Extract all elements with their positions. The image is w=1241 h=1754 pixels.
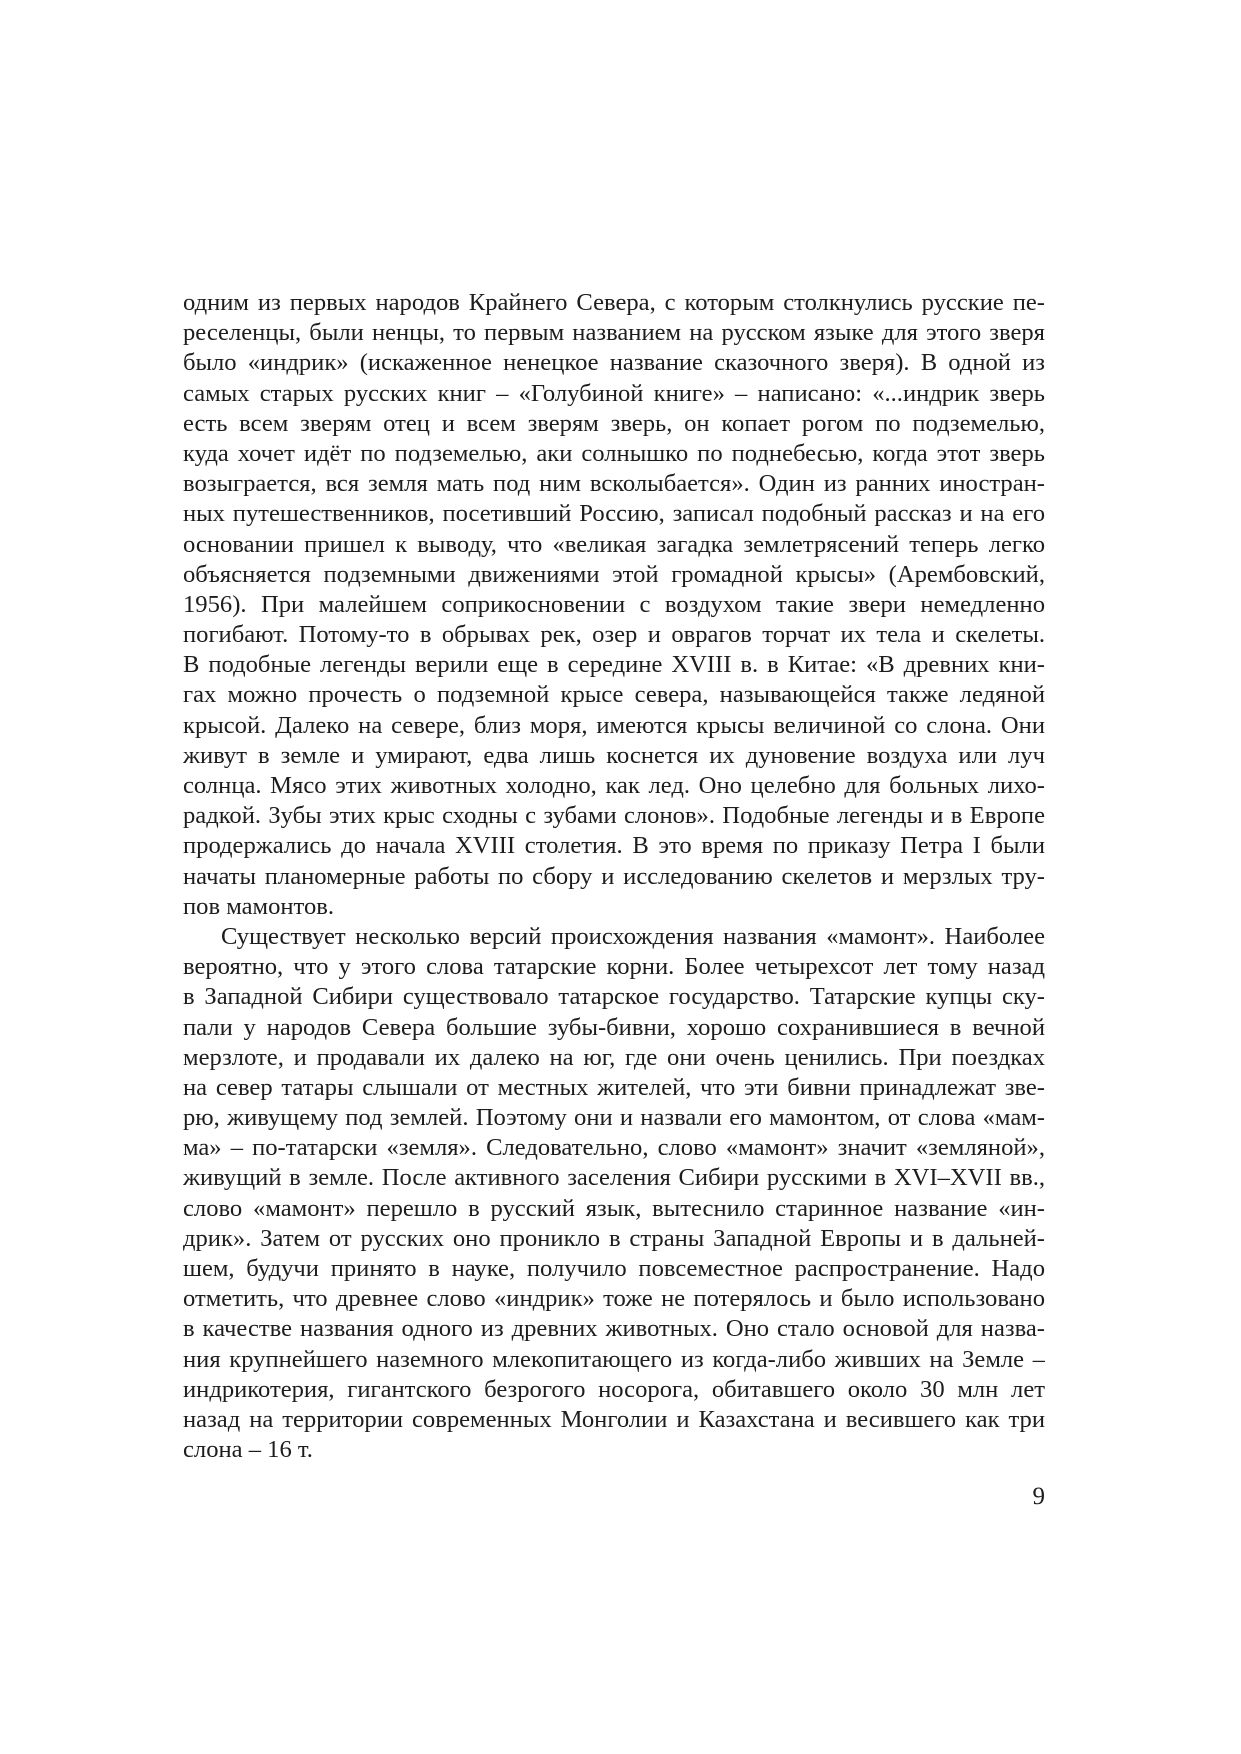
text-line: куда хочет идёт по подземелью, аки солнышко по поднебесью, когда этот зверь bbox=[183, 439, 1045, 467]
text-line: ных путешественников, посетивший Россию, записал подобный рассказ и на его bbox=[183, 500, 1045, 528]
text-line: рю, живущему под землей. Поэтому они и назвали его мамонтом, от слова «мам- bbox=[183, 1104, 1045, 1132]
text-line: живут в земле и умирают, едва лишь коснется их дуновение воздуха или луч bbox=[183, 741, 1045, 769]
text-line: продержались до начала XVIII столетия. В это время по приказу Петра I были bbox=[183, 832, 1045, 860]
body-text bbox=[183, 288, 1045, 1465]
text-line: вероятно, что у этого слова татарские корни. Более четырехсот лет тому назад bbox=[183, 953, 1045, 981]
text-line: реселенцы, были ненцы, то первым названием на русском языке для этого зверя bbox=[183, 319, 1045, 347]
page-number: 9 bbox=[1032, 1483, 1045, 1510]
text-line: Существует несколько версий происхождения названия «мамонт». Наиболее bbox=[221, 922, 1045, 950]
text-line: есть всем зверям отец и всем зверям зверь, он копает рогом по подземелью, bbox=[183, 409, 1045, 437]
text-line: основании пришел к выводу, что «великая загадка землетрясений теперь легко bbox=[183, 530, 1045, 558]
text-line: пали у народов Севера большие зубы-бивни, хорошо сохранившиеся в вечной bbox=[183, 1013, 1045, 1041]
text-line: погибают. Потому-то в обрывах рек, озер и оврагов торчат их тела и скелеты. bbox=[183, 621, 1045, 649]
text-line: объясняется подземными движениями этой громадной крысы» (Арембовский, bbox=[183, 560, 1045, 588]
text-line: в качестве названия одного из древних животных. Оно стало основой для назва- bbox=[183, 1315, 1045, 1343]
text-line: мерзлоте, и продавали их далеко на юг, где они очень ценились. При поездках bbox=[183, 1043, 1045, 1071]
text-line: крысой. Далеко на севере, близ моря, имеются крысы величиной со слона. Они bbox=[183, 711, 1045, 739]
text-line: начаты планомерные работы по сбору и исследованию скелетов и мерзлых тру- bbox=[183, 862, 1045, 890]
text-line: самых старых русских книг – «Голубиной книге» – написано: «...индрик зверь bbox=[183, 379, 1045, 407]
text-line: слона – 16 т. bbox=[183, 1436, 313, 1464]
text-line: шем, будучи принято в науке, получило повсеместное распространение. Надо bbox=[183, 1255, 1045, 1282]
text-line: 1956). При малейшем соприкосновении с воздухом такие звери немедленно bbox=[183, 590, 1045, 618]
text-line: В подобные легенды верили еще в середине XVIII в. в Китае: «В древних кни- bbox=[183, 651, 1045, 679]
text-line: радкой. Зубы этих крыс сходны с зубами слонов». Подобные легенды и в Европе bbox=[183, 802, 1045, 830]
text-line: живущий в земле. После активного заселения Сибири русскими в XVI–XVII вв., bbox=[183, 1164, 1045, 1192]
text-line: индрикотерия, гигантского безрогого носорога, обитавшего около 30 млн лет bbox=[183, 1375, 1045, 1403]
text-line: назад на территории современных Монголии и Казахстана и весившего как три bbox=[183, 1405, 1045, 1433]
text-line: одним из первых народов Крайнего Севера, с которым столкнулись русские пе- bbox=[183, 289, 1045, 316]
text-line: на север татары слышали от местных жителей, что эти бивни принадлежат зве- bbox=[183, 1073, 1045, 1101]
text-line: было «индрик» (искаженное ненецкое название сказочного зверя). В одной из bbox=[183, 349, 1045, 377]
text-line: солнца. Мясо этих животных холодно, как лед. Оно целебно для больных лихо- bbox=[183, 772, 1045, 799]
text-line: гах можно прочесть о подземной крысе севера, называющейся также ледяной bbox=[183, 681, 1045, 709]
text-line: слово «мамонт» перешло в русский язык, вытеснило старинное название «ин- bbox=[183, 1194, 1045, 1222]
text-line: пов мамонтов. bbox=[183, 892, 335, 920]
text-line: ма» – по-татарски «земля». Следовательно, слово «мамонт» значит «земляной», bbox=[183, 1134, 1045, 1162]
text-line: в Западной Сибири существовало татарское государство. Татарские купцы ску- bbox=[183, 983, 1045, 1011]
text-line: отметить, что древнее слово «индрик» тоже не потерялось и было использовано bbox=[183, 1285, 1045, 1313]
text-line: ния крупнейшего наземного млекопитающего из когда-либо живших на Земле – bbox=[183, 1345, 1045, 1373]
text-line: дрик». Затем от русских оно проникло в страны Западной Европы и в дальней- bbox=[183, 1224, 1045, 1252]
text-line: возыграется, вся земля мать под ним всколыбается». Один из ранних иностран- bbox=[183, 470, 1045, 498]
